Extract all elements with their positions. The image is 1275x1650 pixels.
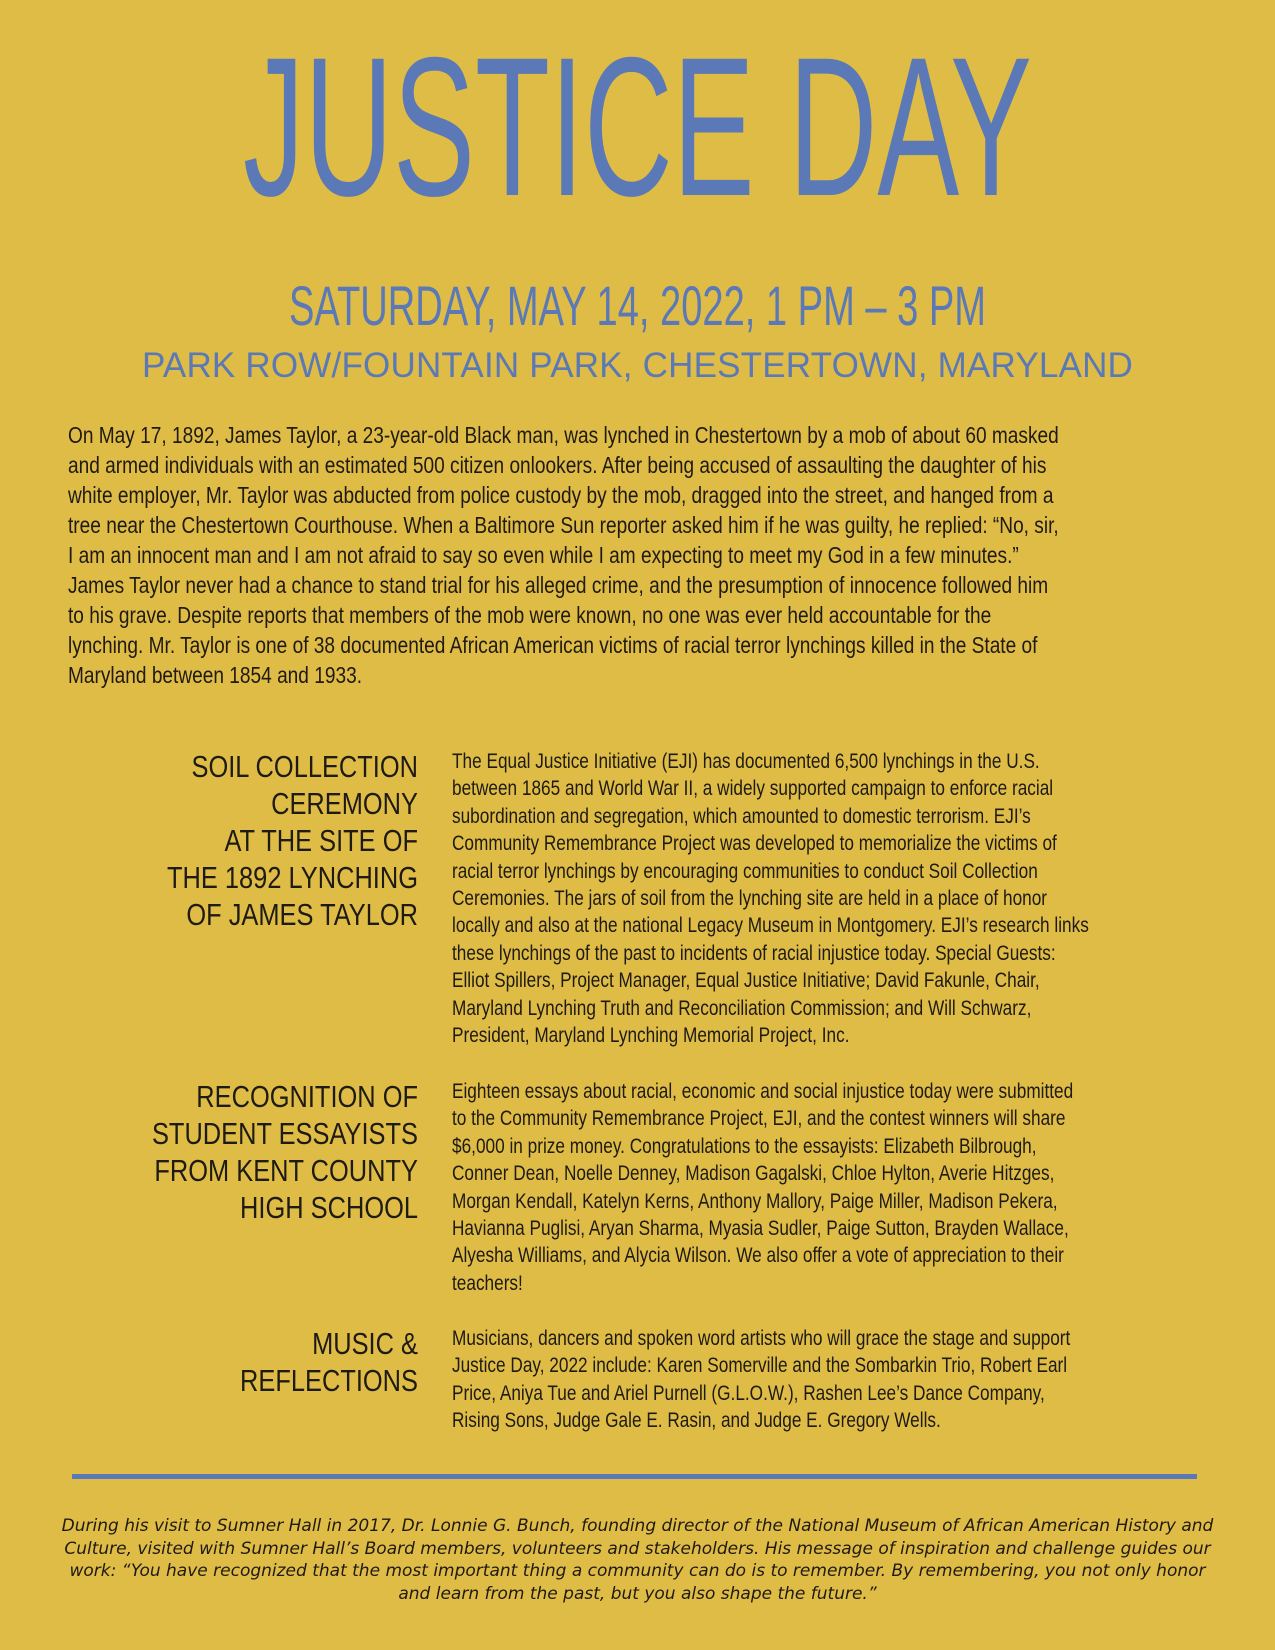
section-heading: RECOGNITION OF STUDENT ESSAYISTS FROM KENT COUNTY HIGH SCHOOL (151, 1079, 418, 1225)
page-title: JUSTICE DAY (243, 16, 1032, 237)
event-date: SATURDAY, MAY 14, 2022, 1 PM – 3 PM (288, 274, 987, 337)
section-body: Eighteen essays about racial, economic and social injustice today were submitted to the Community Remembrance Project, EJI, and the contest winners will share $6,000 in prize money. Congratulations to the essayists: Elizabeth Bilbrough, Conner Dean, Noelle Denney, Madison Gagalski, Chloe Hylton, Averie Hitzges, Morgan Kendall, Katelyn Kerns, Anthony Mallory, Paige Miller, Madison Pekera, Havianna Puglisi, Aryan Sharma, Myasia Sudler, Paige Sutton, Brayden Wallace, Alyesha Williams, and Alycia Wilson. We also offer a vote of appreciation to their teachers! (452, 1080, 1074, 1295)
section-body: The Equal Justice Initiative (EJI) has documented 6,500 lynchings in the U.S. between 1865 and World War II, a widely supported campaign to enforce racial subordination and segregation, which amounted to domestic terrorism. EJI’s Community Remembrance Project was developed to memorialize the victims of racial terror lynchings by encouraging communities to conduct Soil Collection Ceremonies. The jars of soil from the lynching site are held in a place of honor locally and also at the national Legacy Museum in Montgomery. EJI’s research links these lynchings of the past to incidents of racial injustice today. Special Guests: Elliot Spillers, Project Manager, Equal Justice Initiative; David Fakunle, Chair, Maryland Lynching Truth and Reconciliation Commission; and Will Schwarz, President, Maryland Lynching Memorial Project, Inc. (452, 750, 1089, 1048)
footer-quote: During his visit to Sumner Hall in 2017, Dr. Lonnie G. Bunch, founding director of the National Museum of African American History and Culture, visited with Sumner Hall’s Board members, volunteers and stakeholders. His message of inspiration and challenge guides our work: “You have recognized that the most important thing a community can do is to remember. By remembering, you not only honor and learn from the past, but you also shape the future.” (61, 1516, 1214, 1604)
intro-paragraph: On May 17, 1892, James Taylor, a 23-year-old Black man, was lynched in Chestertown by a mob of about 60 masked and armed individuals with an estimated 500 citizen onlookers. After being accused of assaulting the daughter of his white employer, Mr. Taylor was abducted from police custody by the mob, dragged into the street, and hanged from a tree near the Chestertown Courthouse. When a Baltimore Sun reporter asked him if he was guilty, he replied: “No, sir, I am an innocent man and I am not afraid to say so even while I am expecting to meet my God in a few minutes.” James Taylor never had a chance to stand trial for his alleged crime, and the presumption of innocence followed him to his grave. Despite reports that members of the mob were known, no one was ever held accountable for the lynching. Mr. Taylor is one of 38 documented African American victims of racial terror lynchings killed in the State of Maryland between 1854 and 1933. (68, 422, 1059, 688)
divider (72, 1474, 1197, 1479)
event-location: PARK ROW/FOUNTAIN PARK, CHESTERTOWN, MARYLAND (141, 346, 1134, 385)
section-heading: SOIL COLLECTION CEREMONY AT THE SITE OF THE 1892 LYNCHING OF JAMES TAYLOR (167, 749, 418, 932)
section-heading: MUSIC & REFLECTIONS (240, 1326, 418, 1398)
section-body: Musicians, dancers and spoken word artists who will grace the stage and support Justice Day, 2022 include: Karen Somerville and the Sombarkin Trio, Robert Earl Price, Aniya Tue and Ariel Purnell (G.L.O.W.), Rashen Lee’s Dance Company, Rising Sons, Judge Gale E. Rasin, and Judge E. Gregory Wells. (452, 1327, 1071, 1433)
